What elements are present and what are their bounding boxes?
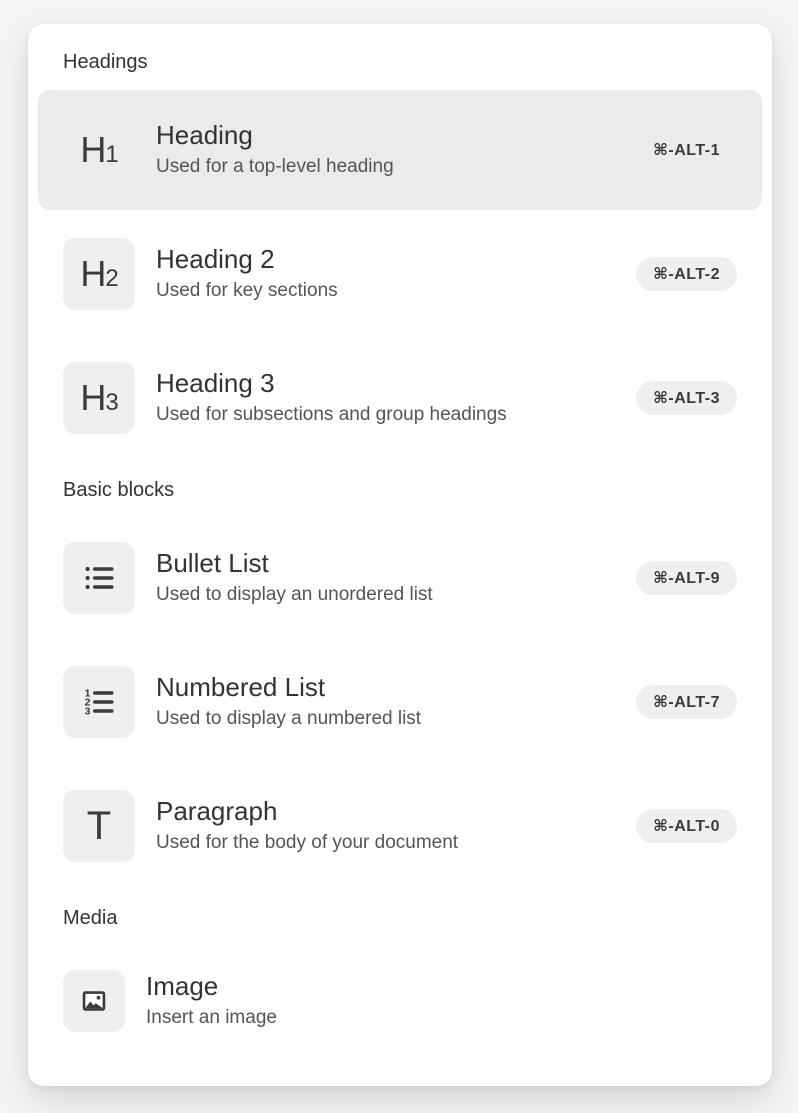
numbered-list-icon	[63, 666, 135, 738]
shortcut-badge: ⌘-ALT-2	[636, 257, 737, 291]
item-title: Paragraph	[156, 795, 278, 826]
image-icon	[63, 970, 125, 1032]
item-body	[146, 972, 737, 1030]
item-description: Insert an image	[146, 1007, 277, 1029]
menu-item-paragraph[interactable]	[38, 766, 762, 886]
item-title: Heading	[156, 119, 253, 150]
h1-icon: H1	[80, 129, 118, 170]
shortcut-badge: ⌘-ALT-7	[636, 685, 737, 719]
svg-text:2: 2	[84, 696, 91, 709]
item-description: Used for the body of your document	[156, 832, 459, 854]
shortcut-badge: ⌘-ALT-0	[636, 809, 737, 843]
bullet-list-icon	[63, 542, 135, 614]
item-description: Used for a top-level heading	[156, 156, 394, 178]
item-description: Used to display an unordered list	[156, 584, 433, 606]
menu-item-heading-1[interactable]	[38, 90, 762, 210]
block-insert-menu	[28, 24, 772, 1086]
item-title: Numbered List	[156, 671, 326, 702]
item-body	[156, 549, 615, 607]
item-description: Used for key sections	[156, 280, 338, 302]
paragraph-icon: T	[63, 790, 135, 862]
h2-icon: H2	[63, 238, 135, 310]
item-title: Heading 3	[156, 367, 275, 398]
svg-text:3: 3	[84, 705, 91, 718]
item-title: Bullet List	[156, 547, 269, 578]
section-label-headings: Headings	[63, 51, 148, 73]
h3-icon: H3	[63, 362, 135, 434]
item-body	[156, 121, 615, 179]
menu-item-image[interactable]	[38, 946, 762, 1056]
menu-item-heading-2[interactable]	[38, 214, 762, 334]
shortcut-badge: ⌘-ALT-9	[636, 561, 737, 595]
svg-text:1: 1	[84, 687, 91, 700]
shortcut-badge: ⌘-ALT-1	[653, 142, 720, 159]
menu-item-bullet-list[interactable]	[38, 518, 762, 638]
menu-item-numbered-list[interactable]	[38, 642, 762, 762]
item-body	[156, 673, 615, 731]
item-title: Image	[146, 970, 219, 1001]
section-label-basic-blocks: Basic blocks	[63, 479, 175, 501]
item-body	[156, 797, 615, 855]
item-body	[156, 369, 615, 427]
menu-item-heading-3[interactable]	[38, 338, 762, 458]
item-title: Heading 2	[156, 243, 275, 274]
item-description: Used to display a numbered list	[156, 708, 422, 730]
section-label-media: Media	[63, 907, 118, 929]
shortcut-badge: ⌘-ALT-3	[636, 381, 737, 415]
item-body	[156, 245, 615, 303]
item-description: Used for subsections and group headings	[156, 404, 507, 426]
